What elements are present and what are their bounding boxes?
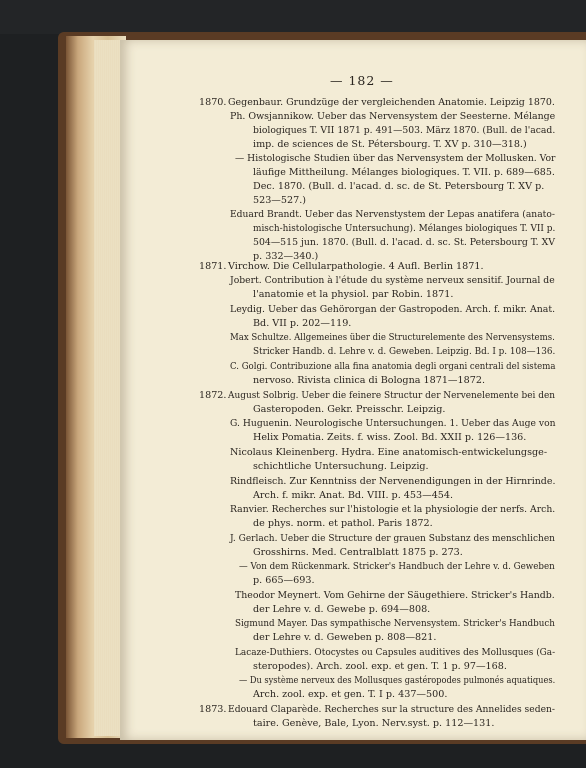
entry-line: Gegenbaur. Grundzüge der vergleichenden Anatomie. Leipzig 1870. — [228, 97, 555, 108]
entry-line: Arch. f. mikr. Anat. Bd. VIII. p. 453—454. — [253, 490, 454, 501]
entry-line: — Histologische Studien über das Nervensystem der Mollusken. Vor — [235, 153, 556, 164]
entry-line: Nicolaus Kleinenberg. Hydra. Eine anatomisch-entwickelungsge- — [230, 447, 548, 458]
background-top — [0, 0, 586, 34]
entry-line: Virchow. Die Cellularpathologie. 4 Aufl. Berlin 1871. — [228, 261, 484, 272]
entry-line: Helix Pomatia. Zeits. f. wiss. Zool. Bd. XXII p. 126—136. — [253, 432, 527, 443]
entry-line: der Lehre v. d. Gewebe p. 694—808. — [253, 604, 431, 615]
entry-line: August Solbrig. Ueber die feinere Structur der Nervenelemente bei den — [228, 390, 556, 401]
entry-line: nervoso. Rivista clinica di Bologna 1871—1872. — [253, 375, 485, 386]
entry-line: läufige Mittheilung. Mélanges biologiques. T. VII. p. 689—685. — [253, 167, 555, 178]
entry-line: Edouard Claparède. Recherches sur la structure des Annelides seden- — [228, 704, 556, 715]
entry-line: p. 332—340.) — [253, 251, 319, 262]
entry-line: — Von dem Rückenmark. Stricker's Handbuch der Lehre v. d. Geweben — [239, 561, 555, 572]
entry-line: schichtliche Untersuchung. Leipzig. — [253, 461, 429, 472]
entry-line: de phys. norm. et pathol. Paris 1872. — [253, 518, 433, 529]
entry-line: l'anatomie et la physiol. par Robin. 1871. — [253, 289, 454, 300]
entry-line: Stricker Handb. d. Lehre v. d. Geweben. Leipzig. Bd. I p. 108—136. — [253, 346, 556, 357]
year-label: 1872. — [199, 390, 227, 401]
entry-line: Arch. zool. exp. et gen. T. I p. 437—500. — [253, 689, 448, 700]
entry-line: Ranvier. Recherches sur l'histologie et la physiologie der nerfs. Arch. — [230, 504, 556, 515]
entry-line: J. Gerlach. Ueber die Structure der grauen Substanz des menschlichen — [230, 533, 555, 544]
entry-line: Eduard Brandt. Ueber das Nervenstystem der Lepas anatifera (anato- — [230, 209, 555, 220]
entry-line: Leydig. Ueber das Gehörorgan der Gastropoden. Arch. f. mikr. Anat. — [230, 304, 556, 315]
entry-line: Gasteropoden. Gekr. Preisschr. Leipzig. — [253, 404, 446, 415]
entry-line: der Lehre v. d. Geweben p. 808—821. — [253, 632, 437, 643]
entry-line: biologiques T. VII 1871 p. 491—503. März 1870. (Bull. de l'acad. — [253, 125, 556, 136]
entry-line: Dec. 1870. (Bull. d. l'acad. d. sc. de St. Petersbourg T. XV p. — [253, 181, 545, 192]
entry-line: misch-histologische Untersuchung). Mélanges biologiques T. VII p. — [253, 223, 556, 234]
entry-line: steropodes). Arch. zool. exp. et gen. T. 1 p. 97—168. — [253, 661, 507, 672]
entry-line: 523—527.) — [253, 195, 307, 206]
entry-line: 504—515 jun. 1870. (Bull. d. l'acad. d. sc. St. Petersbourg T. XV — [253, 237, 555, 248]
entry-line: Rindfleisch. Zur Kenntniss der Nervenendigungen in der Hirnrinde. — [230, 476, 556, 487]
year-label: 1873. — [199, 704, 227, 715]
page-number: — 182 — — [330, 73, 394, 88]
entry-line: Max Schultze. Allgemeines über die Structurelemente des Nervensystems. — [230, 332, 555, 343]
entry-line: taire. Genève, Bale, Lyon. Nerv.syst. p. 112—131. — [253, 718, 495, 729]
year-label: 1871. — [199, 261, 227, 272]
entry-line: p. 665—693. — [253, 575, 315, 586]
entry-line: imp. de sciences de St. Pétersbourg. T. XV p. 310—318.) — [253, 139, 527, 150]
entry-line: Grosshirns. Med. Centralblatt 1875 p. 273. — [253, 547, 463, 558]
entry-line: G. Huguenin. Neurologische Untersuchungen. 1. Ueber das Auge von — [230, 418, 556, 429]
year-label: 1870. — [199, 97, 227, 108]
entry-line: Bd. VII p. 202—119. — [253, 318, 352, 329]
entry-line: Theodor Meynert. Vom Gehirne der Säugethiere. Stricker's Handb. — [235, 590, 555, 601]
entry-line: Ph. Owsjannikow. Ueber das Nervensystem der Seesterne. Mélange — [230, 111, 556, 122]
entry-line: Lacaze-Duthiers. Otocystes ou Capsules auditives des Mollusques (Ga- — [235, 647, 556, 658]
entry-line: — Du système nerveux des Mollusques gastéropodes pulmonés aquatiques. — [239, 675, 556, 686]
entry-line: Sigmund Mayer. Das sympathische Nervensystem. Stricker's Handbuch — [235, 618, 555, 629]
entry-line: C. Golgi. Contribuzione alla fina anatomia degli organi centrali del sistema — [230, 361, 556, 372]
entry-line: Jobert. Contribution à l'étude du système nerveux sensitif. Journal de — [230, 275, 555, 286]
